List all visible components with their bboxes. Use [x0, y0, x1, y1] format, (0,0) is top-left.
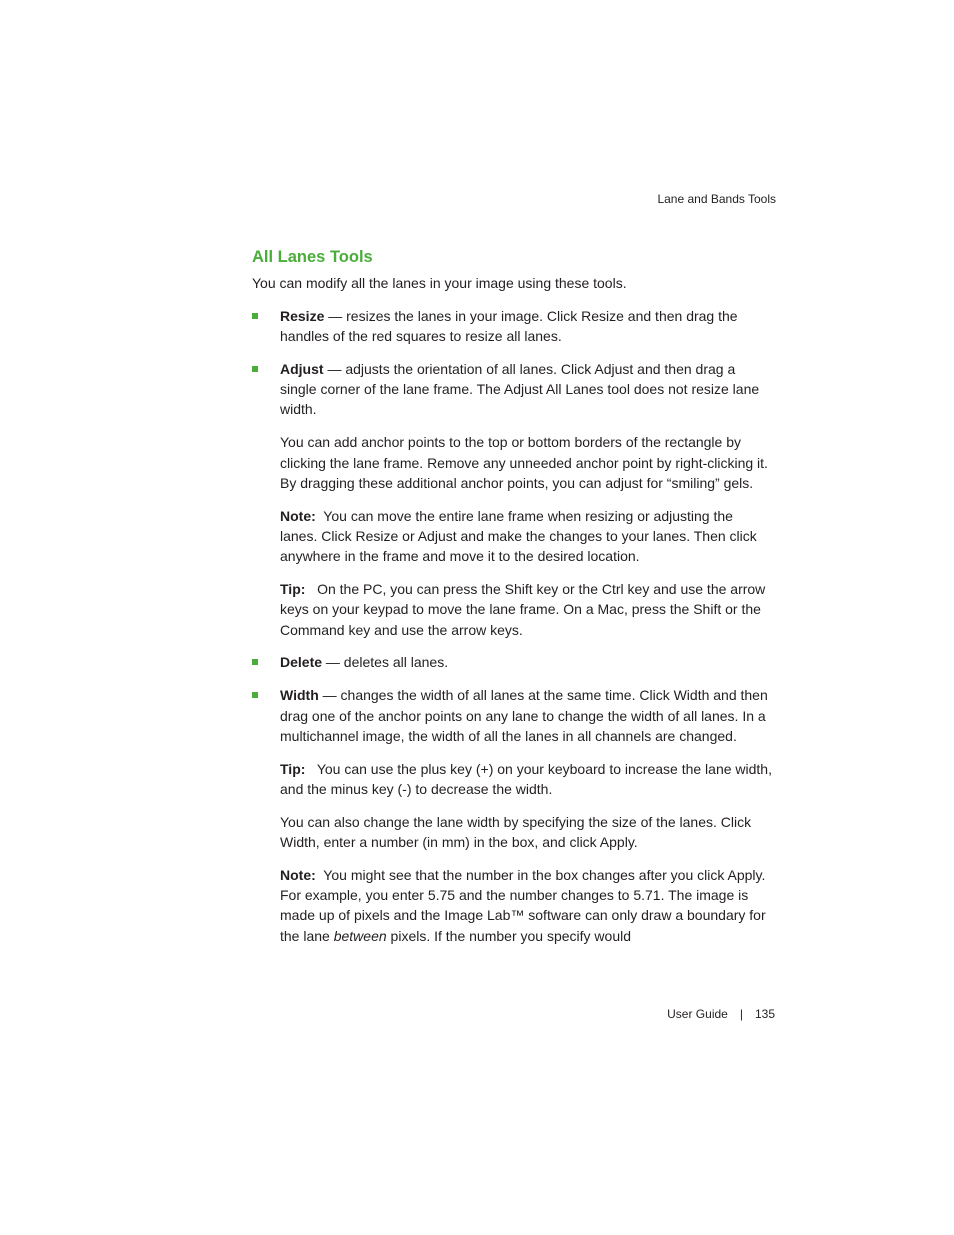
- note-label: Note:: [280, 866, 316, 883]
- bullet-square-icon: [252, 659, 258, 665]
- page-number: 135: [754, 1007, 775, 1021]
- tool-list: [252, 306, 774, 946]
- running-header: Lane and Bands Tools: [657, 192, 776, 206]
- tip-label: Tip:: [280, 760, 306, 777]
- term-adjust: Adjust: [280, 360, 324, 377]
- width-size-paragraph: You can also change the lane width by specifying the size of the lanes. Click Width, enter a number (in mm) in the box, and click Apply.: [280, 813, 752, 851]
- term-delete: Delete: [280, 654, 323, 671]
- page-footer: [667, 1006, 775, 1022]
- delete-description: Delete — deletes all lanes.: [280, 654, 449, 671]
- adjust-note: Note: You can move the entire lane frame when resizing or adjusting the lanes. Click Resize or Adjust and make the changes to your lanes. Then click anywhere in the frame and move it to the desired location.: [280, 507, 761, 565]
- list-item-resize: [252, 306, 774, 347]
- list-item-adjust: [252, 359, 774, 640]
- footer-separator: |: [739, 1007, 743, 1021]
- footer-guide-title: User Guide: [667, 1007, 728, 1021]
- emphasis-between: between: [333, 927, 387, 944]
- bullet-square-icon: [252, 366, 258, 372]
- bullet-square-icon: [252, 313, 258, 319]
- section-title: All Lanes Tools: [252, 248, 373, 266]
- adjust-tip: Tip: On the PC, you can press the Shift key or the Ctrl key and use the arrow keys on your keypad to move the lane frame. On a Mac, press the Shift or the Command key and use the arrow keys.: [280, 581, 770, 638]
- adjust-anchor-paragraph: You can add anchor points to the top or bottom borders of the rectangle by clicking the lane frame. Remove any unneeded anchor point by right-clicking it. By dragging these additional anchor points, you can adjust for “smiling” gels.: [280, 434, 768, 491]
- intro-paragraph: You can modify all the lanes in your image using these tools.: [252, 275, 627, 291]
- list-item-width: [252, 685, 774, 946]
- width-tip: Tip: You can use the plus key (+) on your keyboard to increase the lane width, and the minus key (-) to decrease the width.: [280, 760, 776, 797]
- note-label: Note:: [280, 507, 316, 524]
- page-content: [252, 246, 774, 946]
- width-note: Note: You might see that the number in the box changes after you click Apply. For example, you enter 5.75 and the number changes to 5.71. The image is made up of pixels and the Image Lab™ software can only draw a boundary for the lane between pixels. If the number you specify would: [280, 866, 770, 944]
- tip-label: Tip:: [280, 581, 306, 598]
- adjust-description: Adjust — adjusts the orientation of all lanes. Click Adjust and then drag a single corner of the lane frame. The Adjust All Lanes tool does not resize lane width.: [280, 360, 760, 418]
- term-width: Width: [280, 687, 319, 704]
- bullet-square-icon: [252, 692, 258, 698]
- list-item-delete: [252, 652, 774, 672]
- width-description: Width — changes the width of all lanes at the same time. Click Width and then drag one of the anchor points on any lane to change the width of all lanes. In a multichannel image, the width of all the lanes in all channels are changed.: [280, 687, 768, 744]
- term-resize: Resize: [280, 307, 325, 324]
- resize-description: Resize — resizes the lanes in your image. Click Resize and then drag the handles of the red squares to resize all lanes.: [280, 307, 738, 345]
